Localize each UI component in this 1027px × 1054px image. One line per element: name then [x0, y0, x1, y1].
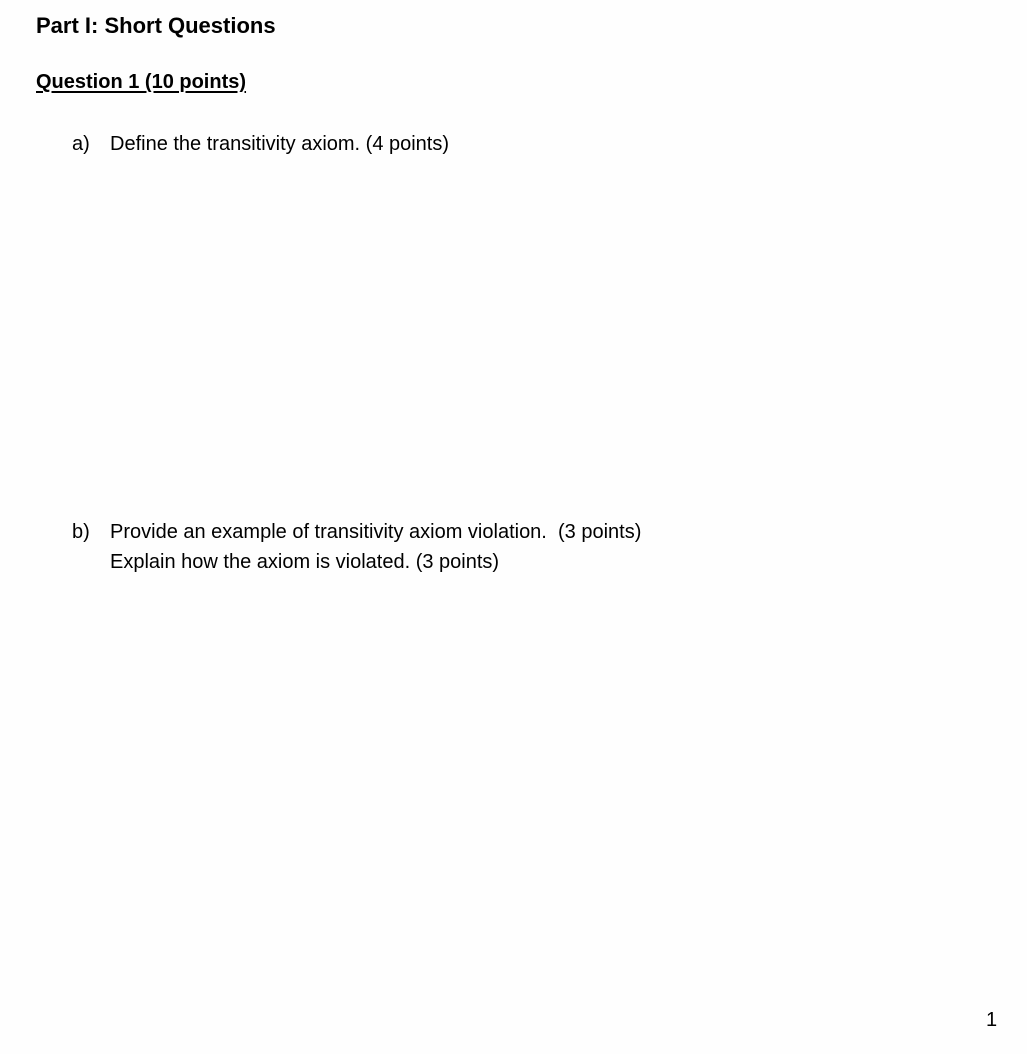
part-title: Part I: Short Questions [36, 13, 276, 38]
item-text-b-line2: Explain how the axiom is violated. (3 points) [110, 551, 500, 573]
item-marker-a: a) [72, 133, 90, 155]
question-item-a [72, 129, 449, 159]
question-title: Question 1 (10 points) [36, 71, 247, 93]
page-number: 1 [986, 1009, 998, 1031]
item-text-a: Define the transitivity axiom. (4 points) [110, 133, 450, 155]
item-text-b: Provide an example of transitivity axiom violation. (3 points) [110, 521, 642, 543]
item-marker-b: b) [72, 521, 90, 543]
question-item-b [72, 517, 641, 547]
